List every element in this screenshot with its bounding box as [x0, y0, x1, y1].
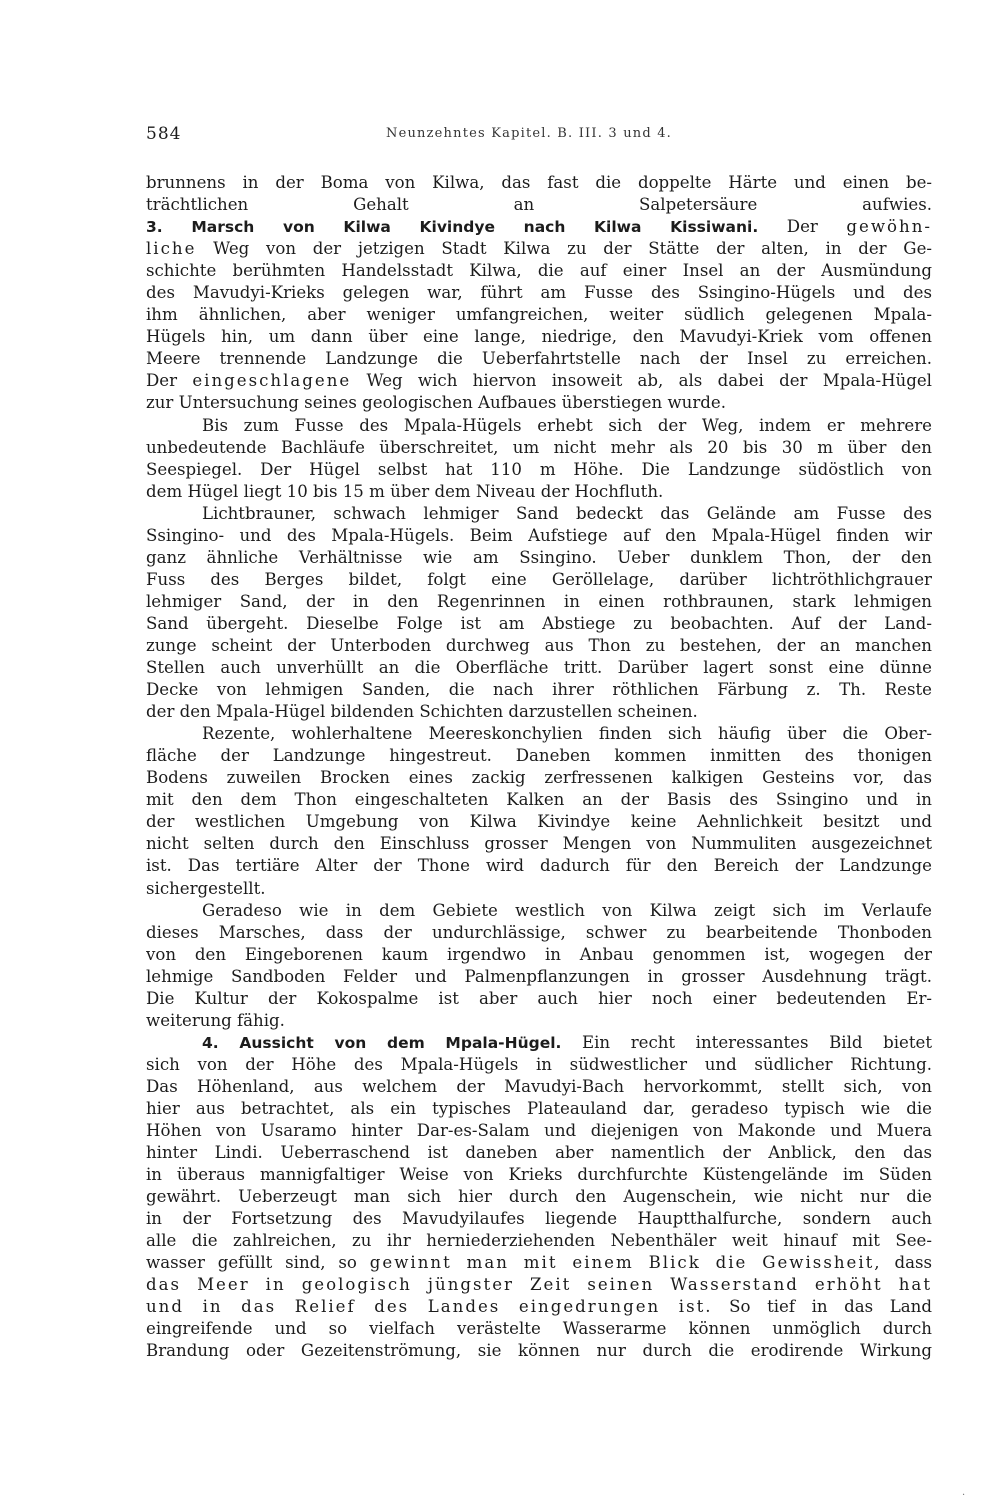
text-line: in der Fortsetzung des Mavudyilaufes liegende Hauptthalfurche, sondern auch	[146, 1209, 932, 1229]
text-line: dem Hügel liegt 10 bis 15 m über dem Niveau der Hochfluth.	[146, 481, 664, 501]
text-line: Höhen von Usaramo hinter Dar-es-Salam und diejenigen von Makonde und Muera	[146, 1121, 932, 1141]
text-line: fläche der Landzunge hingestreut. Daneben kommen inmitten des thonigen	[146, 746, 932, 766]
text-line: trächtlichen Gehalt an Salpetersäure aufwies.	[146, 195, 932, 215]
text-line: der westlichen Umgebung von Kilwa Kivindye keine Aehnlichkeit besitzt und	[146, 812, 932, 832]
text-line: mit den dem Thon eingeschalteten Kalken an der Basis des Ssingino und in	[146, 790, 932, 810]
text-line: Lichtbrauner, schwach lehmiger Sand bedeckt das Gelände am Fusse des	[202, 503, 932, 523]
text-line	[146, 370, 932, 392]
text-line: Decke von lehmigen Sanden, die nach ihrer röthlichen Färbung z. Th. Reste	[146, 680, 932, 700]
text-line	[146, 1274, 932, 1296]
text-line: von den Eingeborenen kaum irgendwo in Anbau genommen ist, wogegen der	[146, 944, 932, 964]
text-line	[146, 1032, 932, 1054]
text-line: Rezente, wohlerhaltene Meereskonchylien finden sich häufig über die Ober-	[202, 724, 932, 744]
running-head-title: Neunzehntes Kapitel. B. III. 3 und 4.	[386, 126, 672, 141]
text-line: Ssingino- und des Mpala-Hügels. Beim Aufstiege auf den Mpala-Hügel finden wir	[146, 525, 932, 545]
text-line: alle die zahlreichen, zu ihr herniederziehenden Nebenthäler weit hinauf mit See-	[146, 1231, 932, 1251]
text-run: Ein recht interessantes Bild bietet	[561, 1032, 932, 1052]
emphasized-text: eingeschlagene	[192, 371, 352, 391]
text-line: lehmiger Sand, der in den Regenrinnen in einen rothbraunen, stark lehmigen	[146, 591, 932, 611]
text-line: hinter Lindi. Ueberraschend ist daneben aber namentlich der Anblick, den das	[146, 1143, 932, 1163]
text-line: Seespiegel. Der Hügel selbst hat 110 m Höhe. Die Landzunge südöstlich von	[146, 459, 932, 479]
text-line: Hügels hin, um dann über eine lange, niedrige, den Mavudyi-Kriek vom offenen	[146, 327, 932, 347]
text-line: Die Kultur der Kokospalme ist aber auch hier noch einer bedeutenden Er-	[146, 988, 932, 1008]
text-line: weiterung fähig.	[146, 1010, 285, 1030]
emphasized-text: das Meer in geologisch jüngster Zeit seinen Wasserstand erhöht hat	[146, 1275, 932, 1295]
text-run: Der	[758, 217, 847, 237]
text-line: unbedeutende Bachläufe überschreitet, um nicht mehr als 20 bis 30 m über den	[146, 437, 932, 457]
text-line: Fuss des Berges bildet, folgt eine Geröllelage, darüber lichtröthlichgrauer	[146, 569, 932, 589]
section-heading: 3. Marsch von Kilwa Kivindye nach Kilwa Kissiwani.	[146, 218, 759, 237]
page-number: 584	[146, 124, 182, 144]
text-line: zunge scheint der Unterboden durchweg aus Thon zu bestehen, der an manchen	[146, 635, 932, 655]
text-line: schichte berühmten Handelsstadt Kilwa, die auf einer Insel an der Ausmündung	[146, 261, 932, 281]
text-line: Das Höhenland, aus welchem der Mavudyi-Bach hervorkommt, stellt sich, von	[146, 1076, 932, 1096]
running-head	[146, 124, 930, 150]
text-line: ganz ähnliche Verhältnisse wie am Ssingino. Ueber dunklem Thon, der den	[146, 547, 932, 567]
text-line: Geradeso wie in dem Gebiete westlich von Kilwa zeigt sich im Verlaufe	[202, 900, 932, 920]
section-heading: 4. Aussicht von dem Mpala-Hügel.	[202, 1033, 562, 1052]
text-line: sichergestellt.	[146, 878, 266, 898]
text-run: Der	[146, 371, 193, 391]
text-line: nicht selten durch den Einschluss grosser Mengen von Nummuliten ausgezeichnet	[146, 834, 932, 854]
text-line: in überaus mannigfaltiger Weise von Krieks durchfurchte Küstengelände im Süden	[146, 1165, 932, 1185]
text-line: hier aus betrachtet, als ein typisches Plateauland dar, geradeso typisch wie die	[146, 1098, 932, 1118]
text-line: der den Mpala-Hügel bildenden Schichten darzustellen scheinen.	[146, 702, 698, 722]
text-line: gewährt. Ueberzeugt man sich hier durch den Augenschein, wie nicht nur die	[146, 1187, 932, 1207]
text-run: Weg wich hiervon insoweit ab, als dabei der Mpala-Hügel	[351, 371, 932, 391]
text-line: lehmige Sandboden Felder und Palmenpflanzungen in grosser Ausdehnung trägt.	[146, 966, 932, 986]
text-line	[146, 216, 932, 238]
text-line: Stellen auch unverhüllt an die Oberfläche tritt. Darüber lagert sonst eine dünne	[146, 658, 932, 678]
text-line: Bis zum Fusse des Mpala-Hügels erhebt sich der Weg, indem er mehrere	[202, 415, 932, 435]
text-run: dass	[881, 1253, 932, 1273]
text-line: Brandung oder Gezeitenströmung, sie können nur durch die erodirende Wirkung	[146, 1341, 932, 1361]
text-line: sich von der Höhe des Mpala-Hügels in südwestlicher und südlicher Richtung.	[146, 1054, 932, 1074]
text-run: wasser gefüllt sind, so	[146, 1253, 370, 1273]
text-line	[146, 1252, 932, 1274]
emphasized-text: und in das Relief des Landes eingedrungen ist.	[146, 1297, 713, 1317]
text-line	[146, 1296, 932, 1318]
text-line: zur Untersuchung seines geologischen Aufbaues überstiegen wurde.	[146, 393, 727, 413]
text-line: eingreifende und so vielfach verästelte Wasserarme können unmöglich durch	[146, 1319, 932, 1339]
emphasized-text: gewinnt man mit einem Blick die Gewissheit,	[369, 1253, 882, 1273]
text-line: brunnens in der Boma von Kilwa, das fast die doppelte Härte und einen be-	[146, 173, 932, 192]
text-line: ihm ähnlichen, aber weniger umfangreichen, weiter südlich gelegenen Mpala-	[146, 305, 932, 325]
text-line: dieses Marsches, dass der undurchlässige, schwer zu bearbeitende Thonboden	[146, 922, 932, 942]
text-run: So tief in das Land	[712, 1297, 932, 1317]
text-line: des Mavudyi-Krieks gelegen war, führt am Fusse des Ssingino-Hügels und des	[146, 283, 932, 303]
emphasized-text: gewöhn-	[846, 217, 932, 237]
text-line: ist. Das tertiäre Alter der Thone wird dadurch für den Bereich der Landzunge	[146, 856, 932, 876]
scan-speck: ·	[962, 1490, 966, 1501]
text-line: Sand übergeht. Dieselbe Folge ist am Abstiege zu beobachten. Auf der Land-	[146, 613, 932, 633]
text-line: Meere trennende Landzunge die Ueberfahrtstelle nach der Insel zu erreichen.	[146, 349, 932, 369]
body-text	[146, 172, 932, 1363]
emphasized-text: liche	[146, 239, 197, 259]
text-line: Bodens zuweilen Brocken eines zackig zerfressenen kalkigen Gesteins vor, das	[146, 768, 932, 788]
text-run: Weg von der jetzigen Stadt Kilwa zu der Stätte der alten, in der Ge-	[196, 239, 932, 259]
text-line	[146, 238, 932, 260]
